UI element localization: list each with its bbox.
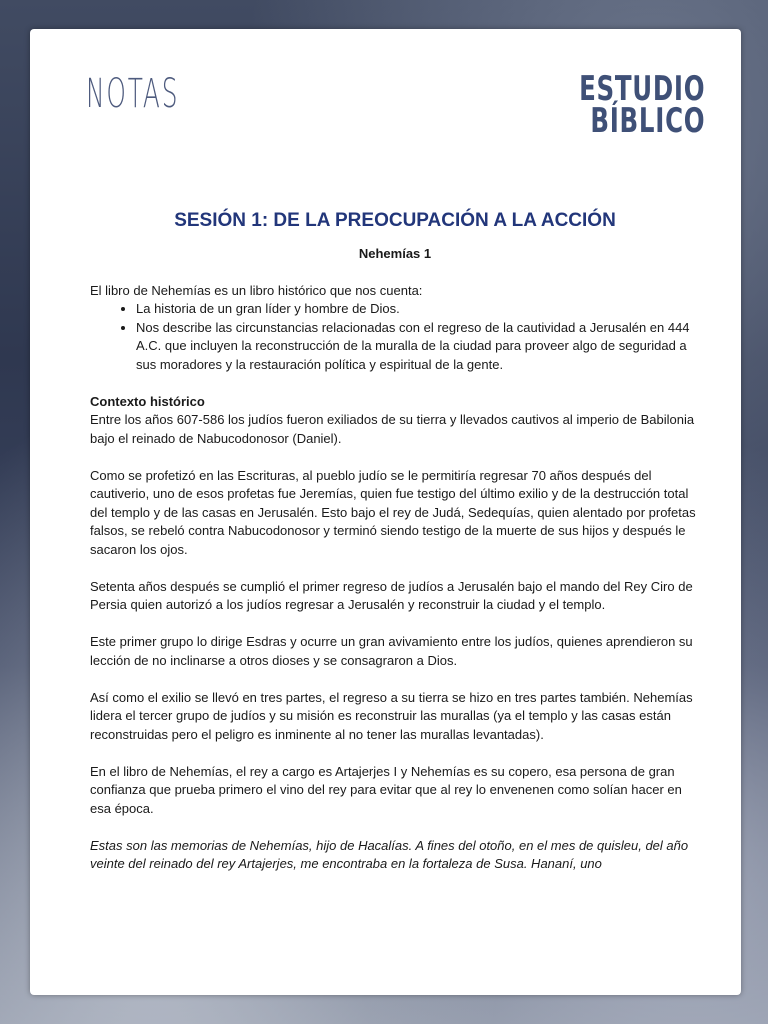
notes-label: NOTAS xyxy=(86,71,180,117)
document-body xyxy=(90,209,700,892)
scripture-reference: Nehemías 1 xyxy=(358,246,432,261)
body-paragraph: En el libro de Nehemías, el rey a cargo es Artajerjes I y Nehemías es su copero, esa persona de gran confianza que prueba primero el vino del rey para evitar que al rey lo envenenen como solían hacer en esa época. xyxy=(90,763,682,816)
brand-line-2: BÍBLICO xyxy=(590,101,705,141)
scripture-quote: Estas son las memorias de Nehemías, hijo de Hacalías. A fines del otoño, en el mes de quisleu, del año veinte del reinado del rey Artajerjes, me encontraba en la fortaleza de Susa. Hananí, uno xyxy=(90,837,689,871)
body-paragraph: Entre los años 607-586 los judíos fueron exiliados de su tierra y llevados cautivos al imperio de Babilonia bajo el reinado de Nabucodonosor (Daniel). xyxy=(90,412,695,446)
body-paragraph: Este primer grupo lo dirige Esdras y ocurre un gran avivamiento entre los judíos, quienes aprendieron su lección de no inclinarse a otros dioses y se consagraron a Dios. xyxy=(90,634,693,668)
body-paragraph: Setenta años después se cumplió el primer regreso de judíos a Jerusalén bajo el mando del Rey Ciro de Persia quien autorizó a los judíos regresar a Jerusalén y reconstruir la ciudad y el templo. xyxy=(90,578,693,612)
brand-line-1: ESTUDIO xyxy=(578,69,705,109)
brand-logo xyxy=(578,69,705,141)
body-paragraph: Como se profetizó en las Escrituras, al pueblo judío se le permitiría regresar 70 años después del cautiverio, uno de esos profetas fue Jeremías, quien fue testigo del último exilio y de la destrucción total del templo y de las casas en Jerusalén. Esto bajo el rey de Judá, Sedequías, quien alentado por profetas falsos, se rebeló contra Nabucodonosor y terminó siendo testigo de la muerte de sus hijos y después le sacaron los ojos. xyxy=(90,467,696,557)
bullet-item: • Nos describe las circunstancias relacionadas con el regreso de la cautividad a Jerusalén en 444 A.C. que incluyen la reconstrucción de la muralla de la ciudad para proveer algo de seguridad a sus moradores y la restauración política y espiritual de la gente. xyxy=(136,319,700,375)
document-page xyxy=(30,29,741,995)
bullet-item: • La historia de un gran líder y hombre de Dios. xyxy=(136,300,700,319)
intro-paragraph: El libro de Nehemías es un libro histórico que nos cuenta: xyxy=(90,282,423,298)
intro-bullet-list xyxy=(90,300,700,374)
context-heading: Contexto histórico xyxy=(90,393,205,409)
session-title: SESIÓN 1: DE LA PREOCUPACIÓN A LA ACCIÓN xyxy=(174,210,616,231)
body-paragraph: Así como el exilio se llevó en tres partes, el regreso a su tierra se hizo en tres partes también. Nehemías lidera el tercer grupo de judíos y su misión es reconstruir las murallas (ya el templo y las casas están reconstruidas pero el peligro es inminente al no tener las murallas levantadas). xyxy=(90,689,693,742)
